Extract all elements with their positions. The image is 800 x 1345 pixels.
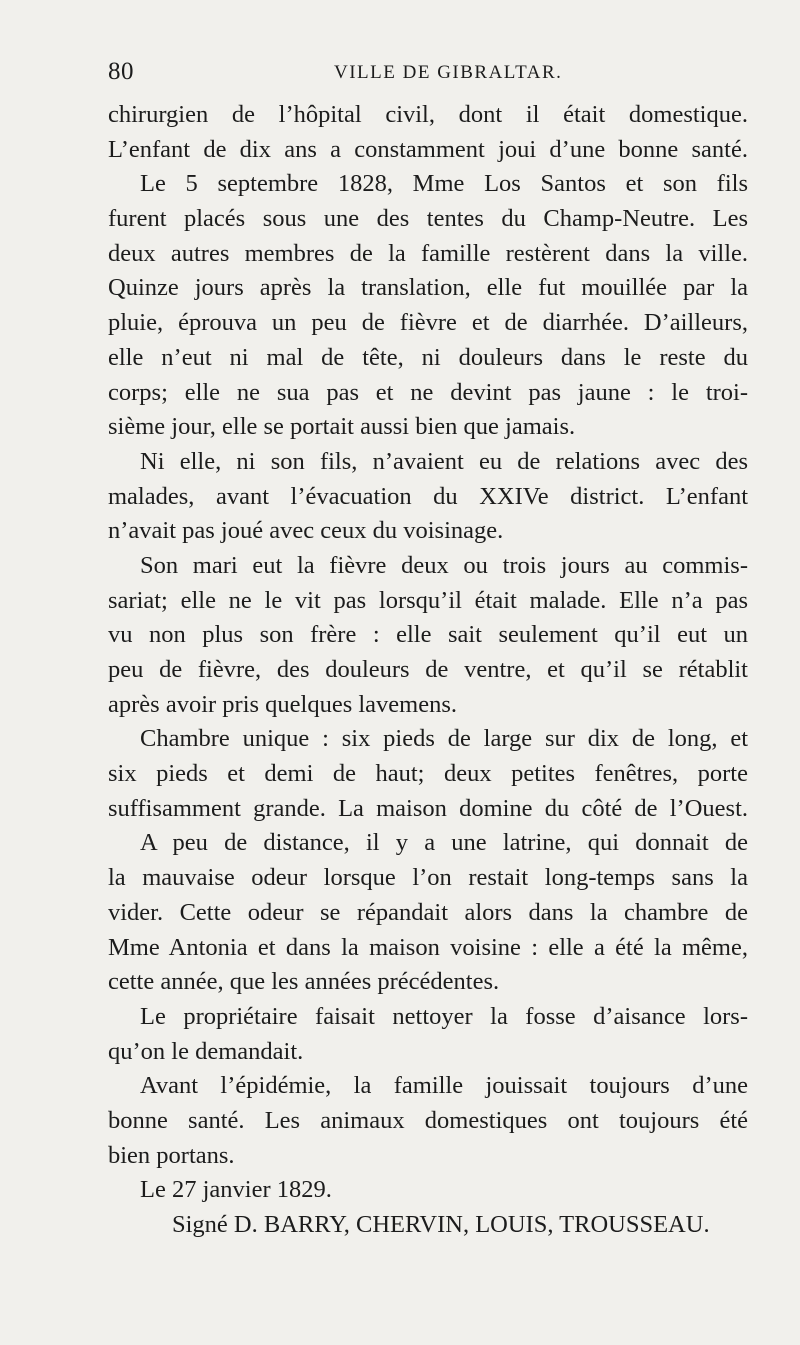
date-line: Le 27 janvier 1829. <box>140 1176 332 1204</box>
text-line: Son mari eut la fièvre deux ou trois jours au commis- <box>140 551 748 579</box>
text-line: cette année, que les années précédentes. <box>108 968 500 996</box>
text-line: la mauvaise odeur lorsque l’on restait long-temps sans la <box>108 864 748 892</box>
text-line: Ni elle, ni son fils, n’avaient eu de relations avec des <box>140 447 748 475</box>
text-line: deux autres membres de la famille restèrent dans la ville. <box>108 239 748 267</box>
text-line: malades, avant l’évacuation du XXIVe district. L’enfant <box>108 482 748 510</box>
text-line: bien portans. <box>108 1141 235 1169</box>
text-line: elle n’eut ni mal de tête, ni douleurs dans le reste du <box>108 343 748 371</box>
text-line: chirurgien de l’hôpital civil, dont il était domestique. <box>108 101 748 128</box>
text-line: vider. Cette odeur se répandait alors dans la chambre de <box>108 898 748 926</box>
text-line: Le 5 septembre 1828, Mme Los Santos et son fils <box>140 170 748 198</box>
text-line: Le propriétaire faisait nettoyer la fosse d’aisance lors- <box>140 1002 748 1030</box>
running-title: VILLE DE GIBRALTAR. <box>334 62 563 83</box>
text-line: sième jour, elle se portait aussi bien que jamais. <box>108 413 576 441</box>
text-line: suffisamment grande. La maison domine du côté de l’Ouest. <box>108 794 748 822</box>
text-line: Chambre unique : six pieds de large sur dix de long, et <box>140 725 748 753</box>
text-line: pluie, éprouva un peu de fièvre et de diarrhée. D’ailleurs, <box>108 309 748 337</box>
text-line: six pieds et demi de haut; deux petites fenêtres, porte <box>108 760 748 788</box>
text-line: sariat; elle ne le vit pas lorsqu’il était malade. Elle n’a pas <box>108 586 748 614</box>
text-line: corps; elle ne sua pas et ne devint pas jaune : le troi- <box>108 378 748 406</box>
text-line: peu de fièvre, des douleurs de ventre, et qu’il se rétablit <box>108 656 748 683</box>
text-line: Avant l’épidémie, la famille jouissait toujours d’une <box>140 1072 748 1100</box>
text-line: après avoir pris quelques lavemens. <box>108 690 458 718</box>
page-header <box>108 58 748 88</box>
text-line: A peu de distance, il y a une latrine, qui donnait de <box>140 829 748 857</box>
text-line: vu non plus son frère : elle sait seulement qu’il eut un <box>108 621 748 649</box>
text-line: furent placés sous une des tentes du Champ-Neutre. Les <box>108 205 748 233</box>
page-number: 80 <box>108 58 134 85</box>
text-line: n’avait pas joué avec ceux du voisinage. <box>108 517 504 545</box>
text-line: Mme Antonia et dans la maison voisine : elle a été la même, <box>108 933 748 961</box>
text-line: L’enfant de dix ans a constamment joui d’une bonne santé. <box>108 135 748 163</box>
signature-line: Signé D. BARRY, CHERVIN, LOUIS, TROUSSEAU. <box>172 1211 710 1238</box>
body-text <box>108 98 748 1243</box>
text-line: bonne santé. Les animaux domestiques ont toujours été <box>108 1106 748 1134</box>
text-line: Quinze jours après la translation, elle fut mouillée par la <box>108 274 748 302</box>
text-line: qu’on le demandait. <box>108 1037 304 1065</box>
